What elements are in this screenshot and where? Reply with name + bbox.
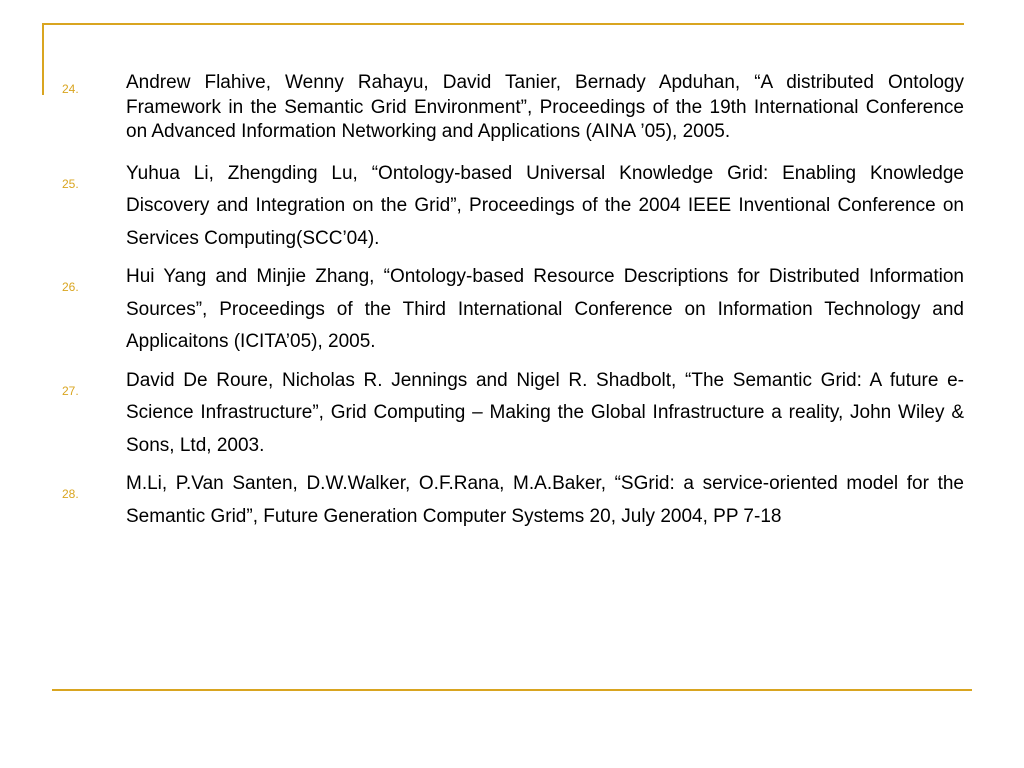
reference-list — [62, 71, 964, 533]
reference-text: Hui Yang and Minjie Zhang, “Ontology-based Resource Descriptions for Distributed Information Sources”, Proceedings of the Third International Conference on Information Technology and Applicaitons (ICITA’05), 2005. — [126, 266, 964, 352]
reference-item-26 — [62, 261, 964, 359]
reference-text: Yuhua Li, Zhengding Lu, “Ontology-based Universal Knowledge Grid: Enabling Knowledge Discovery and Integration on the Grid”, Proceedings of the 2004 IEEE Inventional Conference on Services Computing(SCC’04). — [126, 162, 964, 249]
reference-item-27 — [62, 365, 964, 463]
reference-number: 27. — [62, 383, 79, 398]
reference-item-28 — [62, 468, 964, 533]
reference-number: 25. — [62, 176, 79, 191]
reference-number: 28. — [62, 487, 79, 501]
reference-item-25 — [62, 158, 964, 256]
reference-item-24 — [62, 71, 964, 145]
reference-text: M.Li, P.Van Santen, D.W.Walker, O.F.Rana, M.A.Baker, “SGrid: a service-oriented model for the Semantic Grid”, Future Generation Computer Systems 20, July 2004, PP 7-18 — [126, 473, 964, 527]
reference-text: David De Roure, Nicholas R. Jennings and Nigel R. Shadbolt, “The Semantic Grid: A future e-Science Infrastructure”, Grid Computing – Making the Global Infrastructure a reality, John Wiley & Sons, Ltd, 2003. — [126, 369, 964, 456]
reference-number: 24. — [62, 82, 79, 96]
top-rule-divider — [42, 23, 964, 25]
reference-number: 26. — [62, 280, 79, 294]
bottom-rule-divider — [52, 689, 972, 691]
left-rule-divider — [42, 23, 44, 95]
reference-text: Andrew Flahive, Wenny Rahayu, David Tanier, Bernady Apduhan, “A distributed Ontology Framework in the Semantic Grid Environment”, Proceedings of the 19th International Conference on Advanced Information Networking and Applications (AINA ’05), 2005. — [126, 72, 964, 142]
